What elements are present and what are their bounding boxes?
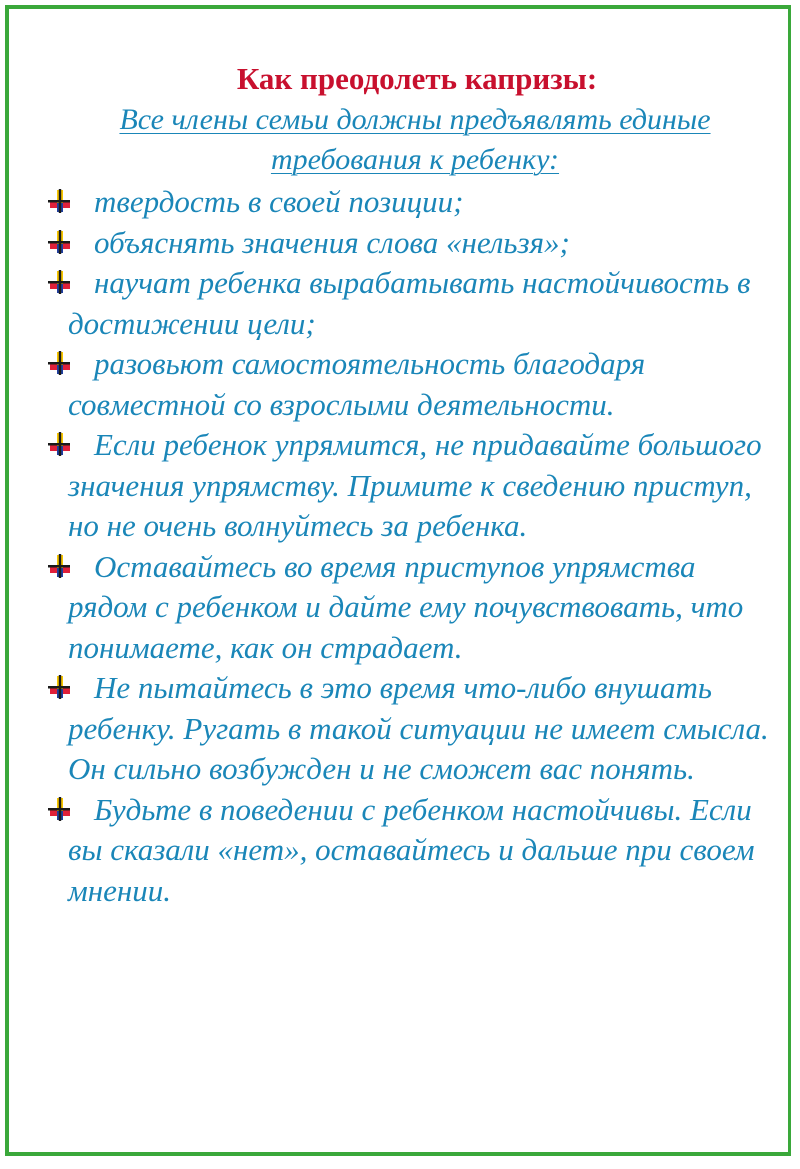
list-item — [44, 668, 774, 790]
page-subtitle: Все члены семьи должны предъявлять единые требования к ребенку: — [119, 103, 711, 176]
list-item-text: твердость в своей позиции; — [94, 184, 464, 219]
cross-bullet-icon — [46, 554, 72, 578]
list-item-text: Если ребенок упрямится, не придавайте большого значения упрямству. Примите к сведению приступ, но не очень волнуйтесь за ребенка. — [68, 427, 762, 543]
list-item-text: Будьте в поведении с ребенком настойчивы. Если вы сказали «нет», оставайтесь и дальше при своем мнении. — [68, 791, 755, 908]
cross-bullet-icon — [46, 675, 72, 699]
list-item — [44, 425, 774, 547]
advice-list — [44, 182, 774, 911]
cross-bullet-icon — [46, 270, 72, 294]
list-item — [44, 344, 774, 425]
page-title: Как преодолеть капризы: — [236, 61, 598, 96]
list-item-text: научат ребенка вырабатывать настойчивость в достижении цели; — [68, 265, 751, 341]
cross-bullet-icon — [46, 230, 72, 254]
list-item-text: Не пытайтесь в это время что-либо внушать ребенку. Ругать в такой ситуации не имеет смысла. Он сильно возбужден и не сможет вас понять. — [68, 670, 769, 786]
list-item — [44, 223, 774, 264]
cross-bullet-icon — [46, 351, 72, 375]
document-content — [44, 58, 774, 911]
cross-bullet-icon — [46, 797, 72, 821]
list-item-text: разовьют самостоятельность благодаря совместной со взрослыми деятельности. — [68, 346, 646, 422]
list-item-text: Оставайтесь во время приступов упрямства рядом с ребенком и дайте ему почувствовать, что понимаете, как он страдает. — [68, 548, 744, 665]
list-item — [44, 790, 774, 912]
cross-bullet-icon — [46, 432, 72, 456]
list-item — [44, 182, 774, 223]
list-item — [44, 547, 774, 669]
cross-bullet-icon — [46, 189, 72, 213]
list-item-text: объяснять значения слова «нельзя»; — [94, 224, 570, 260]
list-item — [44, 263, 774, 344]
